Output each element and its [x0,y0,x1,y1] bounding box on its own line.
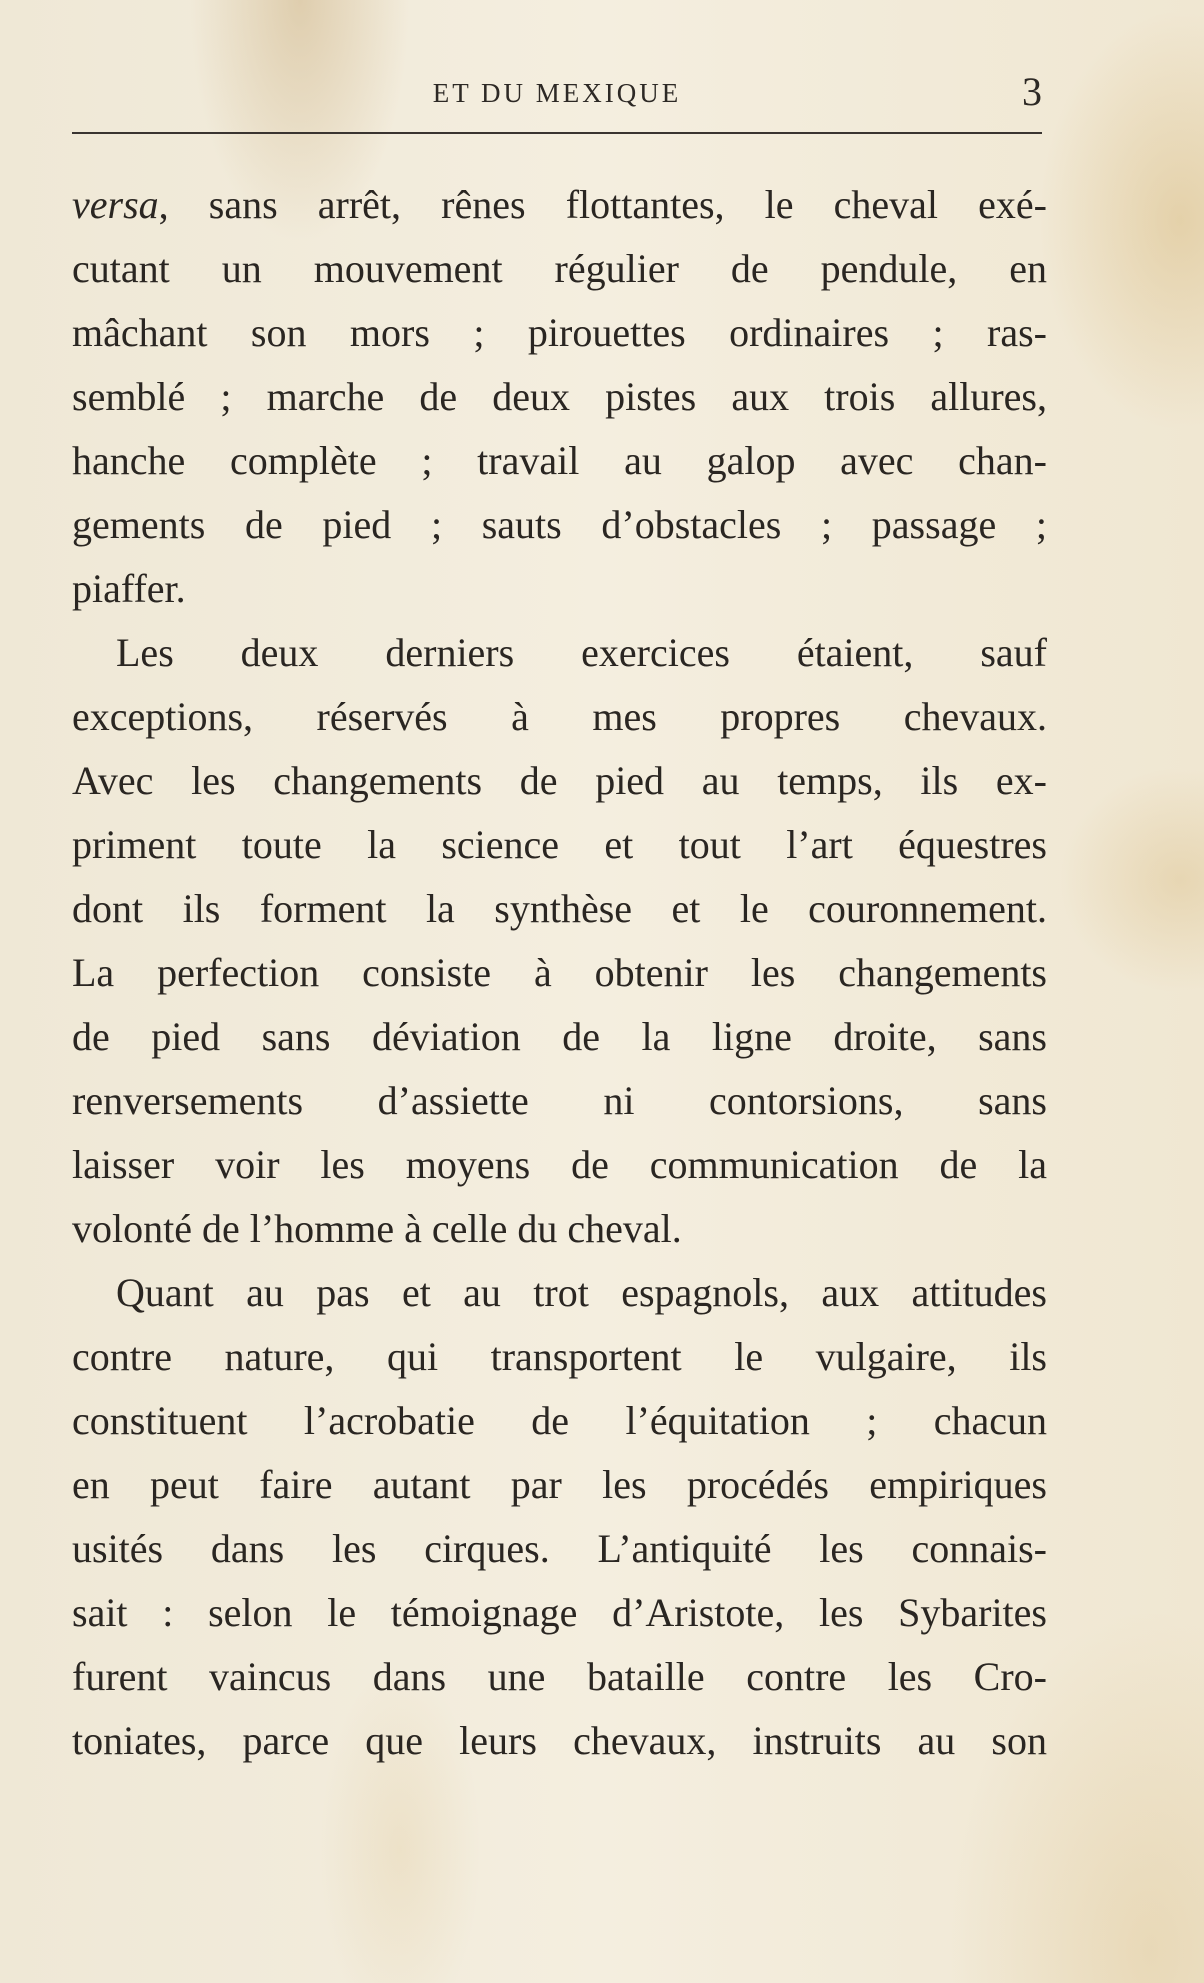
text-line: toniates, parce que leurs chevaux, instruits au son [72,1718,1047,1763]
text-line: sait : selon le témoignage d’Aristote, les Sybarites [72,1590,1047,1635]
running-head [72,68,1042,118]
text-line: Quant au pas et au trot espagnols, aux attitudes [116,1270,1047,1315]
text-line: constituent l’acrobatie de l’équitation ; chacun [72,1398,1047,1443]
text-line: semblé ; marche de deux pistes aux trois allures, [72,374,1047,419]
header-rule [72,132,1042,134]
text-line: mâchant son mors ; pirouettes ordinaires ; ras- [72,310,1047,355]
text-line: Avec les changements de pied au temps, ils ex- [72,758,1047,803]
text-line: en peut faire autant par les procédés empiriques [72,1462,1047,1507]
text-line: dont ils forment la synthèse et le couronnement. [72,886,1047,931]
text-line: volonté de l’homme à celle du cheval. [72,1206,682,1251]
text-line: laisser voir les moyens de communication de la [72,1142,1047,1187]
text-line: de pied sans déviation de la ligne droite, sans [72,1014,1047,1059]
text-line: versa, sans arrêt, rênes flottantes, le cheval exé- [72,182,1047,227]
text-line: furent vaincus dans une bataille contre les Cro- [72,1654,1047,1699]
text-line: La perfection consiste à obtenir les changements [72,950,1047,995]
text-line: usités dans les cirques. L’antiquité les connais- [72,1526,1047,1571]
text-line: priment toute la science et tout l’art équestres [72,822,1047,867]
text-line: Les deux derniers exercices étaient, sauf [116,630,1047,675]
text-line: cutant un mouvement régulier de pendule, en [72,246,1047,291]
text-line: gements de pied ; sauts d’obstacles ; passage ; [72,502,1047,547]
text-line: hanche complète ; travail au galop avec chan- [72,438,1047,483]
italic-word: versa [72,182,159,227]
text-line: exceptions, réservés à mes propres chevaux. [72,694,1047,739]
page-number: 3 [1022,69,1042,114]
text-line: piaffer. [72,566,186,611]
text-line: renversements d’assiette ni contorsions, sans [72,1078,1047,1123]
text-line: contre nature, qui transportent le vulgaire, ils [72,1334,1047,1379]
running-title: ET DU MEXIQUE [432,78,682,108]
body-text [72,173,1047,1773]
